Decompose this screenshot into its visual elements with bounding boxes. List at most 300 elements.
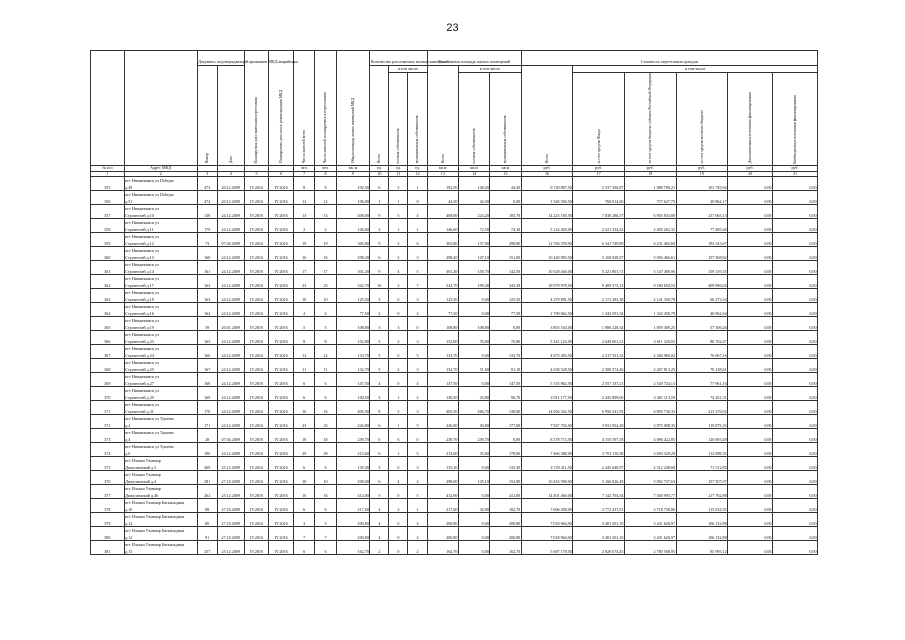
spacer-cell <box>370 541 389 548</box>
spacer-cell <box>490 233 521 240</box>
spacer-cell <box>772 499 817 506</box>
spacer-cell <box>728 527 773 534</box>
spacer-cell <box>315 261 336 268</box>
row-number-cell: 366 <box>91 338 125 345</box>
spacer-cell <box>427 261 458 268</box>
cell-c1: 4 673 483,50 <box>521 352 573 359</box>
cell-q2: IV.2016 <box>269 338 294 345</box>
cell-r2: 2 <box>389 366 408 373</box>
spacer-cell <box>389 373 408 380</box>
cell-r3: 4 <box>408 534 427 541</box>
cell-c3: 3 650 329,29 <box>624 450 676 457</box>
table-row <box>91 387 818 394</box>
spacer-cell <box>521 247 573 254</box>
table-row <box>91 359 818 366</box>
cell-r3: 6 <box>408 240 427 247</box>
table-row-values <box>91 436 818 443</box>
cell-q1: IV.2016 <box>244 380 269 387</box>
spacer-cell <box>217 457 244 464</box>
cell-r1: 5 <box>370 338 389 345</box>
cell-p2: 8 <box>315 184 336 191</box>
spacer-cell <box>458 401 489 408</box>
cell-c2: 5 537 396,87 <box>573 184 625 191</box>
spacer-cell <box>370 177 389 184</box>
cell-c4: 217 762,88 <box>676 492 728 499</box>
cell-s2: 239,70 <box>458 436 489 443</box>
spacer-cell <box>521 317 573 324</box>
cell-q2: IV.2016 <box>269 534 294 541</box>
spacer-cell <box>427 485 458 492</box>
cell-c2: 2 317 911,32 <box>573 352 625 359</box>
spacer-cell <box>772 261 817 268</box>
spacer-cell <box>573 233 625 240</box>
unit-cell: кв.м <box>458 166 489 172</box>
cell-s3: 44,30 <box>490 184 521 191</box>
spacer-cell <box>294 373 315 380</box>
spacer-cell <box>458 429 489 436</box>
spacer-cell <box>676 513 728 520</box>
cell-p2: 13 <box>315 212 336 219</box>
spacer-cell <box>389 317 408 324</box>
spacer-cell <box>315 317 336 324</box>
spacer-cell <box>676 429 728 436</box>
cell-c1: 6 720 887,50 <box>521 184 573 191</box>
cell-area: 192,50 <box>336 184 370 191</box>
cell-q1: IV.2016 <box>244 534 269 541</box>
cell-date: 27.10.2009 <box>217 534 244 541</box>
table-row-values <box>91 478 818 485</box>
cell-s2: 51,60 <box>458 366 489 373</box>
cell-date: 24.12.2009 <box>217 338 244 345</box>
cell-area: 213,60 <box>336 450 370 457</box>
address-line-2: Строителей д.18 <box>124 296 197 303</box>
cell-c6: 0,00 <box>772 380 817 387</box>
cell-r1: 6 <box>370 450 389 457</box>
address-line-2: Строителей д.14 <box>124 268 197 275</box>
spacer-cell <box>427 471 458 478</box>
spacer-cell <box>573 499 625 506</box>
cell-c6: 0,00 <box>772 422 817 429</box>
address-line-1: пгт Нижнекамск ул Победы <box>124 191 197 198</box>
cell-s3: 412,00 <box>490 492 521 499</box>
cell-c4: 66 273,34 <box>676 296 728 303</box>
spacer-cell <box>521 275 573 282</box>
spacer-cell <box>624 261 676 268</box>
spacer-cell <box>217 527 244 534</box>
spacer-cell <box>336 373 370 380</box>
cell-doc-no: 39 <box>197 324 217 331</box>
spacer-cell <box>217 275 244 282</box>
cell-p1: 18 <box>294 436 315 443</box>
spacer-cell <box>294 429 315 436</box>
cell-s3: 135,30 <box>490 464 521 471</box>
spacer-cell <box>772 527 817 534</box>
spacer-cell <box>772 471 817 478</box>
cell-s3: 147,50 <box>490 380 521 387</box>
column-number-cell: 13 <box>427 171 458 177</box>
cell-p2: 16 <box>315 408 336 415</box>
cell-r1: 3 <box>370 394 389 401</box>
spacer-cell <box>624 317 676 324</box>
spacer-cell <box>197 219 217 226</box>
cell-doc-no: 165 <box>197 338 217 345</box>
spacer-cell <box>244 275 269 282</box>
spacer-cell <box>217 247 244 254</box>
row-number-cell <box>91 345 125 352</box>
spacer-cell <box>197 471 217 478</box>
cell-doc-no: 80 <box>197 520 217 527</box>
spacer-cell <box>389 191 408 198</box>
spacer-cell <box>490 499 521 506</box>
table-row-values <box>91 366 818 373</box>
column-number-cell: 11 <box>389 171 408 177</box>
spacer-cell <box>458 443 489 450</box>
spacer-cell <box>624 373 676 380</box>
spacer-cell <box>370 317 389 324</box>
spacer-cell <box>676 191 728 198</box>
cell-doc-no: 138 <box>197 212 217 219</box>
row-number-cell: 376 <box>91 478 125 485</box>
spacer-cell <box>521 443 573 450</box>
table-row <box>91 219 818 226</box>
address-line-2: Строителей д.10 <box>124 212 197 219</box>
table-row-values <box>91 492 818 499</box>
cell-q2: IV.2016 <box>269 296 294 303</box>
cell-area: 200,80 <box>336 520 370 527</box>
spacer-cell <box>244 177 269 184</box>
cell-r1: 5 <box>370 492 389 499</box>
spacer-cell <box>370 387 389 394</box>
cell-area: 298,00 <box>336 478 370 485</box>
spacer-cell <box>458 205 489 212</box>
cell-s3: 125,50 <box>490 296 521 303</box>
spacer-cell <box>772 485 817 492</box>
cell-c6: 0,00 <box>772 310 817 317</box>
spacer-cell <box>624 289 676 296</box>
cell-c2: 2 557 137,21 <box>573 380 625 387</box>
column-number-cell: 15 <box>490 171 521 177</box>
row-number-cell: 367 <box>91 352 125 359</box>
row-number-cell <box>91 457 125 464</box>
spacer-cell <box>269 387 294 394</box>
address-line-2: Строителей д.25 <box>124 366 197 373</box>
row-number-cell <box>91 499 125 506</box>
row-number-cell <box>91 205 125 212</box>
spacer-cell <box>244 247 269 254</box>
cell-c3: 2 267 813,25 <box>624 366 676 373</box>
cell-r2: 1 <box>389 198 408 205</box>
unit-cell: руб. <box>521 166 573 172</box>
header-residents: Число жителей всего <box>294 51 315 166</box>
spacer-cell <box>772 513 817 520</box>
spacer-cell <box>315 401 336 408</box>
spacer-cell <box>521 485 573 492</box>
cell-s1: 132,70 <box>427 366 458 373</box>
cell-r3: 2 <box>408 394 427 401</box>
cell-c3: 1 080 780,21 <box>624 184 676 191</box>
spacer-cell <box>573 541 625 548</box>
cell-c6: 0,00 <box>772 520 817 527</box>
spacer-cell <box>624 275 676 282</box>
cell-p2: 3 <box>315 520 336 527</box>
table-row <box>91 191 818 198</box>
cell-s2: 34,90 <box>458 506 489 513</box>
spacer-cell <box>197 485 217 492</box>
spacer-cell <box>389 401 408 408</box>
spacer-cell <box>573 219 625 226</box>
spacer-cell <box>728 541 773 548</box>
cell-c5: 0,00 <box>728 366 773 373</box>
cell-p1: 10 <box>294 296 315 303</box>
spacer-cell <box>197 457 217 464</box>
spacer-cell <box>294 415 315 422</box>
column-number-cell: 7 <box>294 171 315 177</box>
row-number-cell: 373 <box>91 436 125 443</box>
cell-r1: 4 <box>370 380 389 387</box>
cell-doc-no: 269 <box>197 464 217 471</box>
unit-cell: ед. <box>408 166 427 172</box>
spacer-cell <box>624 247 676 254</box>
spacer-cell <box>728 177 773 184</box>
cell-c1: 14 004 342,50 <box>521 408 573 415</box>
cell-doc-no: 73 <box>197 240 217 247</box>
spacer-cell <box>370 247 389 254</box>
address-line-1: пгт Нижнекамск ул <box>124 275 197 282</box>
spacer-cell <box>624 527 676 534</box>
spacer-cell <box>269 331 294 338</box>
spacer-cell <box>458 513 489 520</box>
spacer-cell <box>772 317 817 324</box>
cell-r1: 6 <box>370 436 389 443</box>
header-cost-fund: за счет средств Фонда <box>573 73 625 166</box>
cell-date: 24.12.2009 <box>217 310 244 317</box>
spacer-cell <box>294 303 315 310</box>
cell-doc-no: 91 <box>197 534 217 541</box>
cell-p2: 4 <box>315 310 336 317</box>
header-area-municipal: муниципальная собственность <box>490 73 521 166</box>
spacer-cell <box>269 443 294 450</box>
cell-q1: IV.2016 <box>244 268 269 275</box>
cell-s2: 72,50 <box>458 226 489 233</box>
spacer-cell <box>408 527 427 534</box>
spacer-cell <box>336 359 370 366</box>
row-number-cell <box>91 429 125 436</box>
row-number-cell: 357 <box>91 212 125 219</box>
cell-q2: IV.2016 <box>269 366 294 373</box>
spacer-cell <box>244 331 269 338</box>
cell-r3: 4 <box>408 520 427 527</box>
table-row-values <box>91 296 818 303</box>
spacer-cell <box>521 331 573 338</box>
cell-s1: 213,60 <box>427 450 458 457</box>
table-row <box>91 485 818 492</box>
cell-c4: 213 276,02 <box>676 408 728 415</box>
spacer-cell <box>336 345 370 352</box>
spacer-cell <box>336 499 370 506</box>
address-line-1: пгт Нижнекамск ул <box>124 401 197 408</box>
cell-doc-no: 160 <box>197 254 217 261</box>
cell-s3: 343,30 <box>490 282 521 289</box>
spacer-cell <box>624 219 676 226</box>
spacer-cell <box>389 429 408 436</box>
cell-p2: 6 <box>315 394 336 401</box>
spacer-cell <box>458 177 489 184</box>
cell-s2: 43,80 <box>458 394 489 401</box>
spacer-cell <box>573 247 625 254</box>
cell-c6: 0,00 <box>772 184 817 191</box>
cell-date: 20.01.2009 <box>217 324 244 331</box>
spacer-cell <box>389 443 408 450</box>
cell-c1: 10 416 590,00 <box>521 478 573 485</box>
spacer-cell <box>490 485 521 492</box>
address-line-1: пгт Нижнекамск ул <box>124 317 197 324</box>
cell-area: 108,80 <box>336 324 370 331</box>
spacer-cell <box>490 401 521 408</box>
address-line-2: Строителей д.12 <box>124 240 197 247</box>
spacer-cell <box>389 457 408 464</box>
cell-r3: 1 <box>408 184 427 191</box>
spacer-cell <box>624 541 676 548</box>
spacer-cell <box>315 247 336 254</box>
address-line-2: Строителей д.11 <box>124 226 197 233</box>
spacer-cell <box>370 191 389 198</box>
spacer-cell <box>408 513 427 520</box>
cell-r2: 5 <box>389 408 408 415</box>
cell-c4: 70 667,16 <box>676 352 728 359</box>
spacer-cell <box>772 401 817 408</box>
cell-c2: 2 820 674,45 <box>573 548 625 555</box>
cell-date: 27.10.2009 <box>217 520 244 527</box>
spacer-cell <box>336 219 370 226</box>
spacer-cell <box>315 191 336 198</box>
cell-p1: 10 <box>294 478 315 485</box>
spacer-cell <box>389 177 408 184</box>
cell-s1: 77,50 <box>427 310 458 317</box>
cell-s2: 0,00 <box>458 492 489 499</box>
spacer-cell <box>521 373 573 380</box>
spacer-cell <box>217 387 244 394</box>
cell-c5: 0,00 <box>728 352 773 359</box>
spacer-cell <box>728 303 773 310</box>
row-number-cell: 362 <box>91 282 125 289</box>
spacer-cell <box>676 387 728 394</box>
unit-cell: кв. м <box>336 166 370 172</box>
spacer-cell <box>490 359 521 366</box>
spacer-cell <box>370 233 389 240</box>
spacer-cell <box>490 387 521 394</box>
spacer-cell <box>676 261 728 268</box>
cell-c4: 119 875,33 <box>676 422 728 429</box>
spacer-cell <box>269 219 294 226</box>
spacer-cell <box>370 415 389 422</box>
spacer-cell <box>217 219 244 226</box>
cell-s3: 138,80 <box>490 408 521 415</box>
spacer-cell <box>197 373 217 380</box>
table-row-values <box>91 506 818 513</box>
cell-c5: 0,00 <box>728 226 773 233</box>
cell-date: 24.12.2009 <box>217 408 244 415</box>
spacer-cell <box>458 387 489 394</box>
header-residents-plan: Число жителей, планируемых к переселению <box>315 51 336 166</box>
spacer-cell <box>336 331 370 338</box>
spacer-cell <box>427 499 458 506</box>
column-number-cell: 17 <box>573 171 625 177</box>
spacer-cell <box>370 303 389 310</box>
unit-cell: чел. <box>315 166 336 172</box>
cell-r3: 0 <box>408 436 427 443</box>
cell-area: 301,20 <box>336 268 370 275</box>
address-line-1: пгт Нижнекамск ул <box>124 303 197 310</box>
spacer-cell <box>197 205 217 212</box>
spacer-cell <box>624 303 676 310</box>
spacer-cell <box>573 457 625 464</box>
spacer-cell <box>624 177 676 184</box>
cell-c2: 6 341 749,89 <box>573 240 625 247</box>
cell-q2: IV.2016 <box>269 198 294 205</box>
cell-r1: 8 <box>370 408 389 415</box>
cell-c4: 409 896,04 <box>676 282 728 289</box>
spacer-cell <box>244 289 269 296</box>
cell-s1: 192,50 <box>427 184 458 191</box>
header-doc-no: Номер <box>197 66 217 166</box>
spacer-cell <box>521 499 573 506</box>
cell-r3: 0 <box>408 324 427 331</box>
cell-r3: 0 <box>408 198 427 205</box>
spacer-cell <box>294 331 315 338</box>
spacer-cell <box>217 261 244 268</box>
spacer-cell <box>315 485 336 492</box>
spacer-cell <box>336 457 370 464</box>
cell-r3: 3 <box>408 464 427 471</box>
cell-q1: IV.2016 <box>244 254 269 261</box>
spacer-cell <box>336 471 370 478</box>
table-row <box>91 177 818 184</box>
spacer-cell <box>197 499 217 506</box>
spacer-cell <box>294 527 315 534</box>
address-line-2: Строителей д.29 <box>124 394 197 401</box>
spacer-cell <box>772 331 817 338</box>
spacer-cell <box>217 485 244 492</box>
spacer-cell <box>370 429 389 436</box>
spacer-cell <box>490 541 521 548</box>
address-line-1: пгт Нижнекамск ул <box>124 219 197 226</box>
spacer-cell <box>294 541 315 548</box>
spacer-cell <box>408 485 427 492</box>
spacer-cell <box>370 331 389 338</box>
cell-s1: 147,50 <box>427 380 458 387</box>
cell-s3: 298,80 <box>490 240 521 247</box>
cell-r1: 2 <box>370 548 389 555</box>
cell-r1: 6 <box>370 422 389 429</box>
cell-s1: 542,70 <box>427 282 458 289</box>
spacer-cell <box>427 289 458 296</box>
cell-q2: IV.2016 <box>269 394 294 401</box>
row-number-cell <box>91 317 125 324</box>
spacer-cell <box>217 177 244 184</box>
cell-c3: 2 611 320,02 <box>624 338 676 345</box>
unit-cell: ед. <box>370 166 389 172</box>
row-number-cell: 372 <box>91 422 125 429</box>
cell-r3: 5 <box>408 422 427 429</box>
spacer-cell <box>728 471 773 478</box>
cell-r2: 0 <box>389 520 408 527</box>
cell-p1: 23 <box>294 282 315 289</box>
cell-r3: 3 <box>408 254 427 261</box>
spacer-cell <box>389 513 408 520</box>
spacer-cell <box>458 219 489 226</box>
cell-q2: IV.2016 <box>269 478 294 485</box>
cell-r1: 6 <box>370 184 389 191</box>
